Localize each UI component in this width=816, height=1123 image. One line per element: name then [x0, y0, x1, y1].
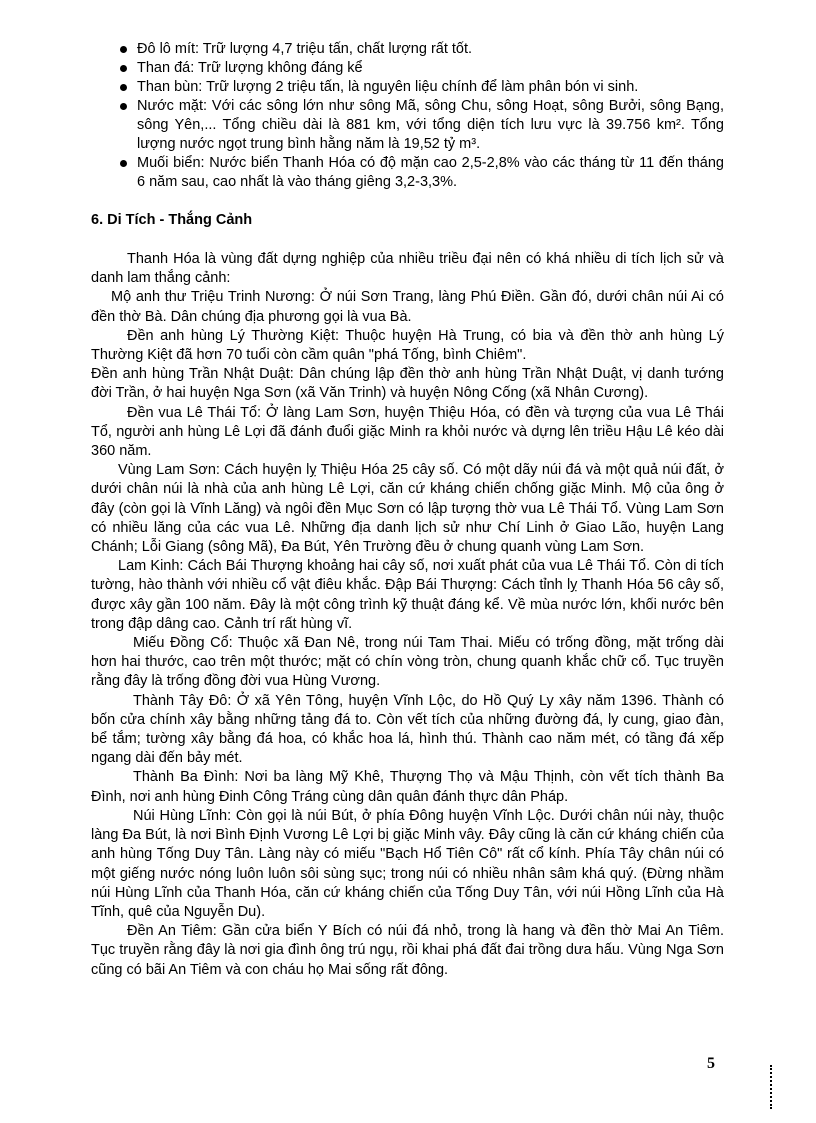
- paragraph-intro: Thanh Hóa là vùng đất dựng nghiệp của nhiều triều đại nên có khá nhiều di tích lịch sử và danh lam thắng cảnh:: [91, 251, 724, 287]
- resource-bullet-list: [91, 40, 724, 192]
- paragraph-den-an-tiem: Đền An Tiêm: Gần cửa biển Y Bích có núi đá nhỏ, trong là hang và đền thờ Mai An Tiêm. Tục truyền rằng đây là nơi gia đình ông trú ngụ, rồi khai phá đất đai trồng dưa hấu. Vùng Nga Sơn cũng có bãi An Tiêm và con cháu họ Mai sống rất đông.: [91, 923, 724, 978]
- paragraph-lam-kinh: Lam Kinh: Cách Bái Thượng khoảng hai cây số, nơi xuất phát của vua Lê Thái Tổ. Còn di tích tường, hào thành với nhiều cổ vật điêu khắc. Đập Bái Thượng: Cách tỉnh lỵ Thanh Hóa 56 cây số, được xây gần 100 năm. Đây là một công trình kỹ thuật đáng kể. Về mùa nước lớn, khối nước bên trong đập dâng cao. Cảnh trí rất hùng vĩ.: [91, 558, 724, 632]
- document-page: [91, 40, 724, 980]
- list-item: Đô lô mít: Trữ lượng 4,7 triệu tấn, chất lượng rất tốt.: [91, 40, 724, 59]
- bullet-dot-icon: [120, 46, 127, 53]
- bullet-dot-icon: [120, 160, 127, 167]
- paragraph-le-thai-to: Đền vua Lê Thái Tổ: Ở làng Lam Sơn, huyện Thiệu Hóa, có đền và tượng của vua Lê Thái Tổ, người anh hùng Lê Lợi đã đánh đuổi giặc Minh ra khỏi nước và dựng lên triều Hậu Lê kéo dài 360 năm.: [91, 404, 724, 460]
- paragraph-nui-hung-linh: Núi Hùng Lĩnh: Còn gọi là núi Bút, ở phía Đông huyện Vĩnh Lộc. Dưới chân núi này, thuộc làng Đa Bút, là nơi Bình Định Vương Lê Lợi bị giặc Minh vây. Đây cũng là căn cứ kháng chiến của anh hùng Tống Duy Tân. Làng này có miếu "Bạch Hổ Tiên Cô" rất cổ kính. Phía Tây chân núi có một giếng nước nóng luôn luôn sôi sùng sục; trong núi có nhiều nhân sâm khá quý. (Đừng nhầm núi Hùng Lĩnh của Thanh Hóa, căn cứ kháng chiến của Tống Duy Tân, với núi Hồng Lĩnh của Hà Tĩnh, quê của Nguyễn Du).: [91, 807, 724, 920]
- paragraph-trieu-trinh-nuong: Mộ anh thư Triệu Trinh Nương: Ở núi Sơn Trang, làng Phú Điền. Gần đó, dưới chân núi Ai có đền thờ Bà. Dân chúng địa phương gọi là vua Bà.: [91, 289, 724, 325]
- paragraph-thanh-tay-do: Thành Tây Đô: Ở xã Yên Tông, huyện Vĩnh Lộc, do Hồ Quý Ly xây năm 1396. Thành có bốn cửa chính xây bằng những tảng đá to. Còn vết tích của những đường đá, ly cung, giao đàn, bể tắm; tường xây bằng đá hoa, có khắc hoa lá, hình thú. Thành cao năm mét, có tầng đá xếp ngang dài đến bảy mét.: [91, 692, 724, 767]
- paragraph-mieu-dong-co: Miếu Đồng Cổ: Thuộc xã Đan Nê, trong núi Tam Thai. Miếu có trống đồng, mặt trống dài hơn hai thước, cao trên một thước; mặt có chín vòng tròn, chung quanh khắc chữ cổ. Tục truyền rằng đây là trống đồng đời vua Hùng Vương.: [91, 635, 724, 690]
- section-heading: 6. Di Tích - Thắng Cảnh: [91, 212, 253, 228]
- paragraph-vung-lam-son: Vùng Lam Sơn: Cách huyện lỵ Thiệu Hóa 25 cây số. Có một dãy núi đá và một quả núi đất, ở dưới chân núi là nhà của anh hùng Lê Lợi, căn cứ kháng chiến chống giặc Minh. Mộ của ông ở đây (còn gọi là Vĩnh Lăng) và ngôi đền Mục Sơn có lập tượng thờ vua Lê Thái Tổ. Vùng Lam Sơn có nhiều lăng của các vua Lê. Những địa danh lịch sử như Chí Linh ở Giao Lão, huyện Lang Chánh; Lỗi Giang (sông Mã), Đa Bút, Yên Trường đều ở chung quanh vùng Lam Sơn.: [91, 462, 724, 556]
- paragraph-tran-nhat-duat: Đền anh hùng Trần Nhật Duật: Dân chúng lập đền thờ anh hùng Trần Nhật Duật, vị danh tướng đời Trần, ở hai huyện Nga Sơn (xã Văn Trinh) và huyện Nông Cống (xã Nhân Cương).: [91, 366, 724, 402]
- page-number: 5: [707, 1055, 715, 1072]
- page-edge-mark: [770, 1065, 778, 1109]
- list-item: Than đá: Trữ lượng không đáng kể: [91, 59, 724, 78]
- bullet-dot-icon: [120, 84, 127, 91]
- bullet-dot-icon: [120, 65, 127, 72]
- paragraph-ly-thuong-kiet: Đền anh hùng Lý Thường Kiệt: Thuộc huyện Hà Trung, có bia và đền thờ anh hùng Lý Thường Kiệt đã hơn 70 tuổi còn cầm quân "phá Tống, bình Chiêm".: [91, 327, 724, 364]
- list-item: Than bùn: Trữ lượng 2 triệu tấn, là nguyên liệu chính để làm phân bón vi sinh.: [91, 78, 724, 97]
- list-item: Nước mặt: Với các sông lớn như sông Mã, sông Chu, sông Hoạt, sông Bưởi, sông Bạng, sông Yên,... Tổng chiều dài là 881 km, với tổng diện tích lưu vực là 39.756 km². Tổng lượng nước ngọt trung bình hằng năm là 19,52 tỷ m³.: [91, 97, 724, 154]
- paragraph-thanh-ba-dinh: Thành Ba Đình: Nơi ba làng Mỹ Khê, Thượng Thọ và Mậu Thịnh, còn vết tích thành Ba Đình, nơi anh hùng Đinh Công Tráng cùng dân quân đánh thực dân Pháp.: [91, 769, 724, 805]
- list-item: Muối biển: Nước biển Thanh Hóa có độ mặn cao 2,5-2,8% vào các tháng từ 11 đến tháng 6 năm sau, cao nhất là vào tháng giêng 3,2-3,3%.: [91, 154, 724, 192]
- bullet-dot-icon: [120, 103, 127, 110]
